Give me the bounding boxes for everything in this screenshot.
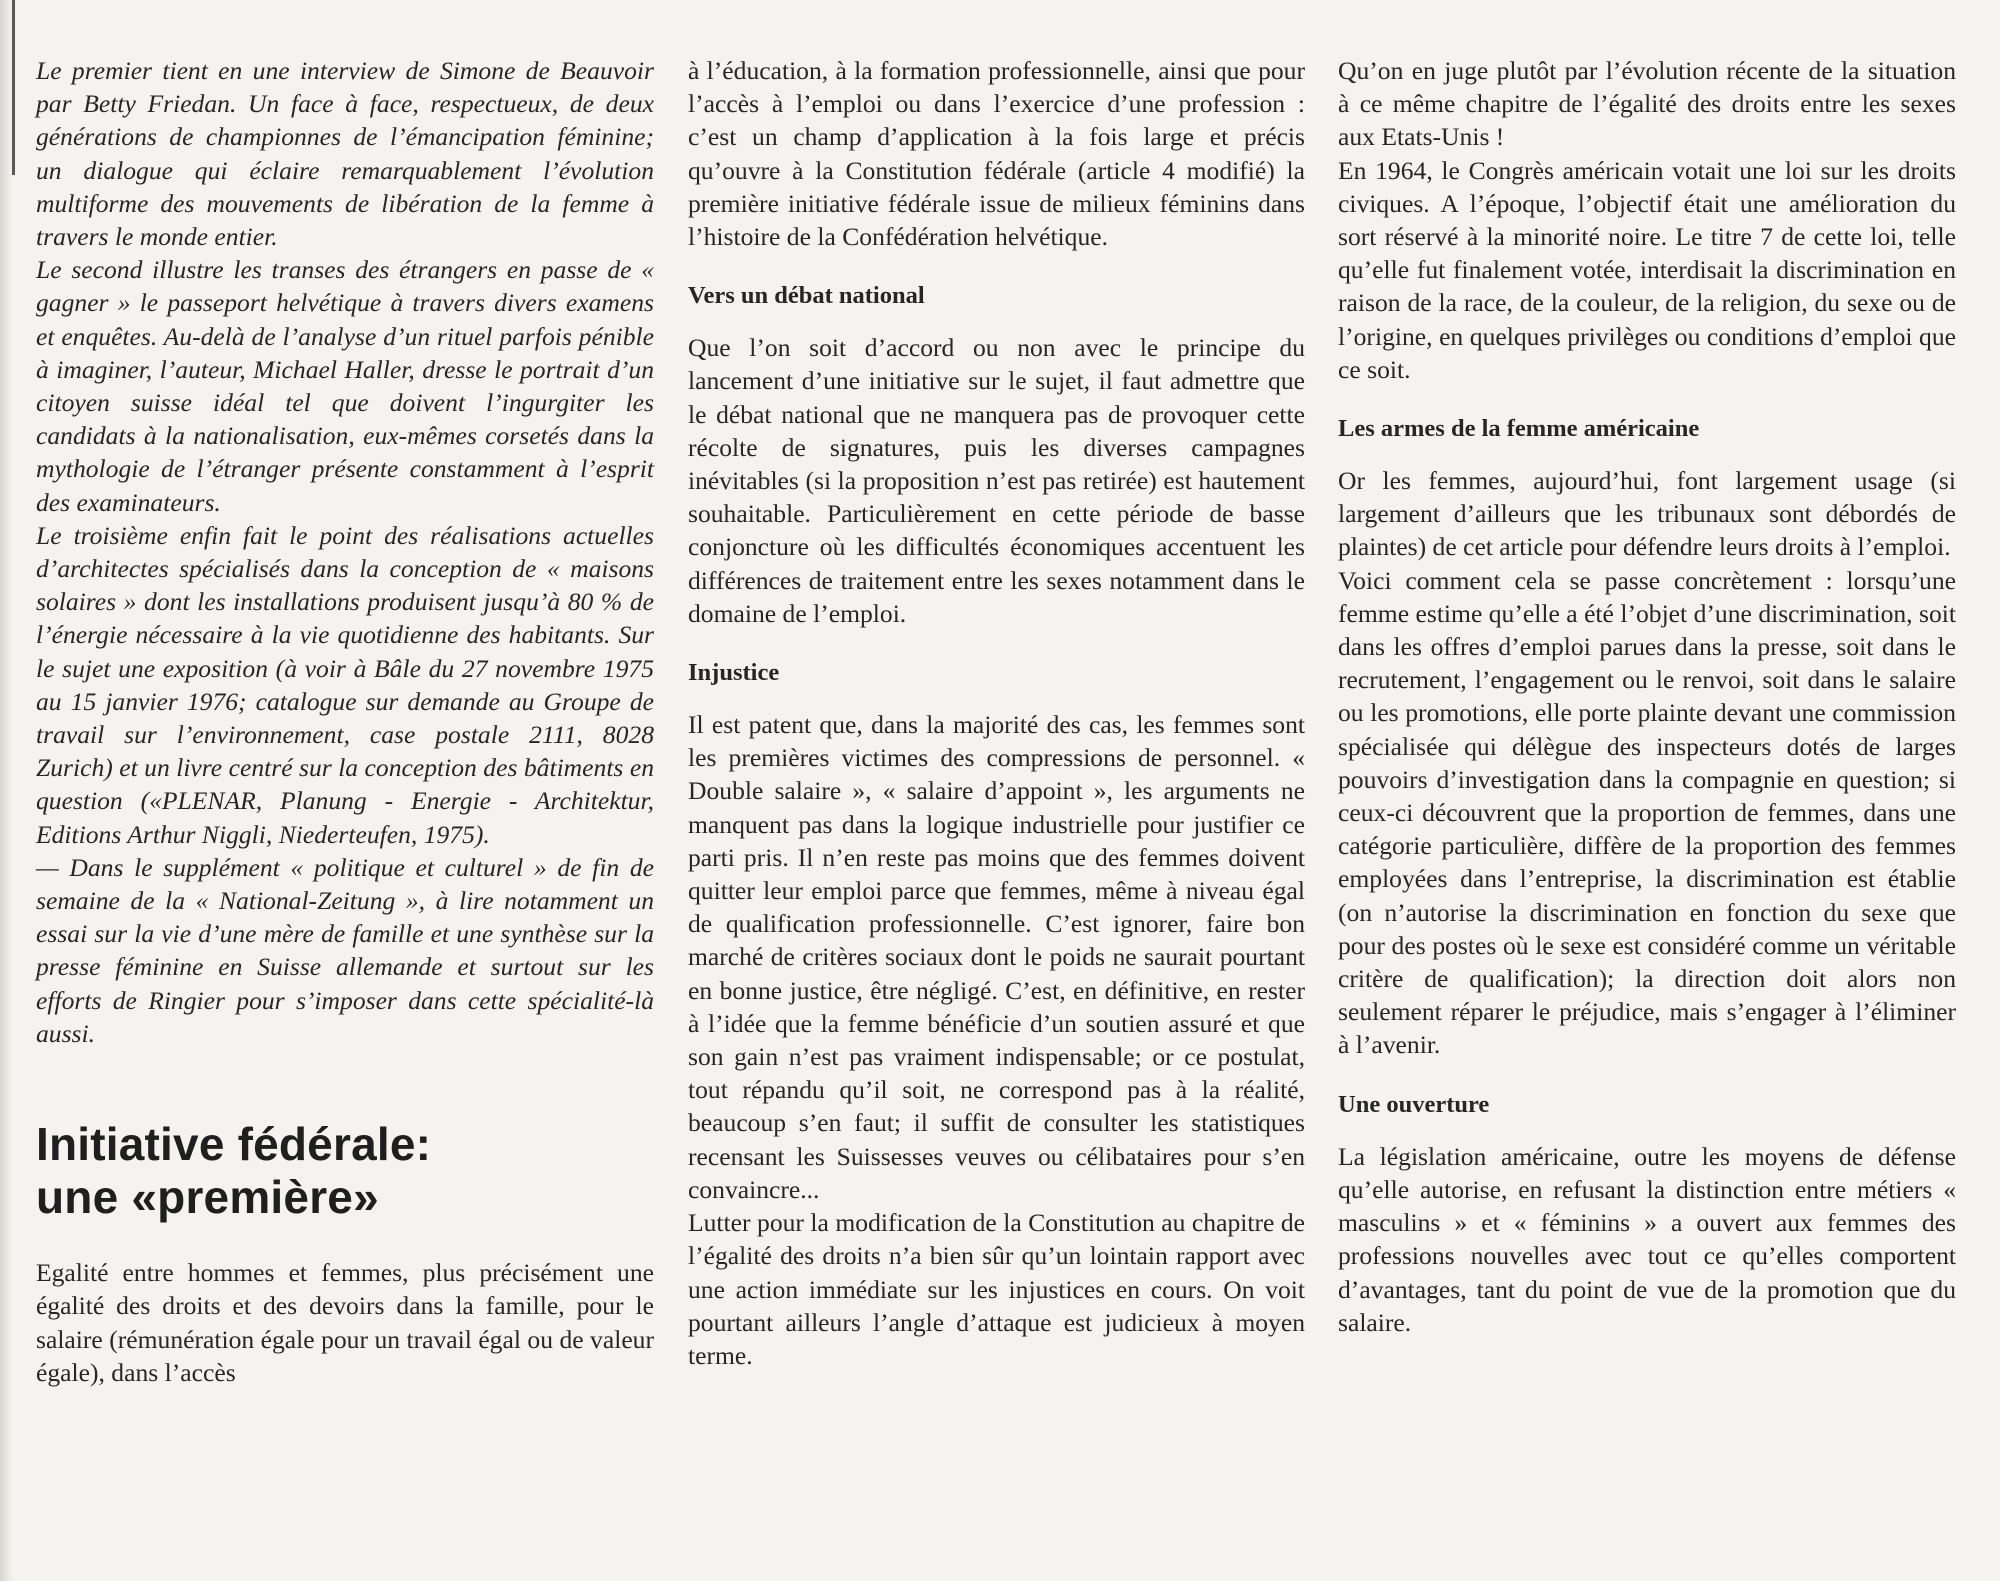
column2-paragraph-4: Lutter pour la modification de la Constitution au chapitre de l’égalité des droits n’a bien sûr qu’un lointain rapport avec une action immédiate sur les injustices en cours. On voit pourtant ailleurs l’angle d’attaque est judicieux à moyen terme.	[688, 1208, 1305, 1370]
column1-paragraph-3: Le troisième enfin fait le point des réalisations actuelles d’architectes spécialisés dans la conception de « maisons solaires » dont les installations produisent jusqu’à 80 % de l’énergie nécessaire à la vie quotidienne des habitants. Sur le sujet une exposition (à voir à Bâle du 27 novembre 1975 au 15 janvier 1976; catalogue sur demande au Groupe de travail sur l’environnement, case postale 2111, 8028 Zurich) et un livre centré sur la conception des bâtiments en question («PLENAR, Planung - Energie - Architektur, Editions Arthur Niggli, Niederteufen, 1975).	[36, 520, 654, 849]
italic-review-block	[36, 54, 654, 1050]
headline-line-2: une «première»	[36, 1171, 379, 1224]
column3-paragraph-3: Or les femmes, aujourd’hui, font largement usage (si largement d’ailleurs que les tribunaux sont débordés de plaintes) de cet article pour défendre leurs droits à l’emploi.	[1338, 466, 1956, 562]
column2-paragraph-1: à l’éducation, à la formation professionnelle, ainsi que pour l’accès à l’emploi ou dans l’exercice d’une profession : c’est un champ d’application à la fois large et précis qu’ouvre à la Constitution fédérale (article 4 modifié) la première initiative fédérale issue de milieux féminins dans l’histoire de la Confédération helvétique.	[688, 56, 1305, 252]
column2-paragraph-2: Que l’on soit d’accord ou non avec le principe du lancement d’une initiative sur le sujet, il faut admettre que le débat national que ne manquera pas de provoquer cette récolte de signatures, puis les diverses campagnes inévitables (si la proposition n’est pas retirée) est hautement souhaitable. Particulièrement en cette période de basse conjoncture où les difficultés économiques accentuent les différences de traitement entre les sexes notamment dans le domaine de l’emploi.	[688, 333, 1305, 628]
subhead-vers-un-debat-national: Vers un débat national	[688, 282, 925, 310]
subhead-injustice: Injustice	[688, 659, 780, 687]
column3-paragraph-2: En 1964, le Congrès américain votait une loi sur les droits civiques. A l’époque, l’objectif était une amélioration du sort réservé à la minorité noire. Le titre 7 de cette loi, telle qu’elle fut finalement votée, interdisait la discrimination en raison de la race, de la couleur, de la religion, du sexe ou de l’origine, en quelques privilèges ou conditions d’emploi que ce soit.	[1338, 155, 1956, 384]
column1-paragraph-4: — Dans le supplément « politique et culturel » de fin de semaine de la « National-Zeitung », à lire notamment un essai sur la vie d’une mère de famille et une synthèse sur la presse féminine en Suisse allemande et surtout sur les efforts de Ringier pour s’imposer dans cette spécialité-là aussi.	[36, 852, 654, 1048]
column1-paragraph-1: Le premier tient en une interview de Simone de Beauvoir par Betty Friedan. Un face à face, respectueux, de deux générations de championnes de l’émancipation féminine; un dialogue qui éclaire remarquablement l’évolution multiforme des mouvements de libération de la femme à travers le monde entier.	[36, 56, 654, 252]
subhead-une-ouverture: Une ouverture	[1338, 1090, 1490, 1118]
column3-paragraph-5: La législation américaine, outre les moyens de défense qu’elle autorise, en refusant la distinction entre métiers « masculins » et « féminins » a ouvert aux femmes des professions nouvelles avec tout ce qu’elles comportent d’avantages, tant du point de vue de la promotion que du salaire.	[1338, 1141, 1956, 1337]
column-2	[688, 54, 1305, 1372]
column3-paragraph-1: Qu’on en juge plutôt par l’évolution récente de la situation à ce même chapitre de l’égalité des droits entre les sexes aux Etats-Unis !	[1338, 56, 1956, 152]
column3-paragraph-4: Voici comment cela se passe concrètement : lorsqu’une femme estime qu’elle a été l’objet d’une discrimination, soit dans les offres d’emploi parues dans la presse, soit dans le recrutement, l’engagement ou le renvoi, soit dans le salaire ou les promotions, elle porte plainte devant une commission spécialisée qui délègue des inspecteurs dotés de larges pouvoirs d’investigation dans la compagnie en question; si ceux-ci découvrent que la proportion de femmes, dans une catégorie particulière, diffère de la proportion des femmes employées dans l’entreprise, la discrimination est établie (on n’autorise la discrimination en fonction du sexe que pour des postes où le sexe est considéré comme un véritable critère de qualification); la direction doit alors non seulement réparer le préjudice, mais s’engager à l’éliminer à l’avenir.	[1338, 565, 1956, 1060]
page-binding-line	[12, 0, 15, 175]
page-edge	[0, 0, 14, 1581]
column-1	[36, 54, 654, 1389]
column2-paragraph-3: Il est patent que, dans la majorité des cas, les femmes sont les premières victimes des compressions de personnel. « Double salaire », « salaire d’appoint », les arguments ne manquent pas dans la logique industrielle pour justifier ce parti pris. Il n’en reste pas moins que des femmes doivent quitter leur emploi parce que femmes, même à niveau égal de qualification professionnelle. C’est ignorer, faire bon marché de critères sociaux dont le poids ne saurait pourtant en bonne justice, être négligé. C’est, en définitive, en rester à l’idée que la femme bénéficie d’un soutien assuré et que son gain n’est pas vraiment indispensable; or ce postulat, tout répandu qu’il soit, ne correspond pas à la réalité, beaucoup s’en faut; il suffit de consulter les statistiques recensant les Suissesses veuves ou célibataires pour s’en convaincre...	[688, 710, 1305, 1204]
column1-paragraph-2: Le second illustre les transes des étrangers en passe de « gagner » le passeport helvétique à travers divers examens et enquêtes. Au-delà de l’analyse d’un rituel parfois pénible à imaginer, l’auteur, Michael Haller, dresse le portrait d’un citoyen suisse idéal tel que doivent l’ingurgiter les candidats à la nationalisation, eux-mêmes corsetés dans la mythologie de l’étranger présente constamment à l’esprit des examinateurs.	[36, 255, 654, 517]
column-3	[1338, 54, 1956, 1339]
headline-line-1: Initiative fédérale:	[36, 1118, 432, 1171]
article-intro: Egalité entre hommes et femmes, plus précisément une égalité des droits et des devoirs dans la famille, pour le salaire (rémunération égale pour un travail égal ou de valeur égale), dans l’accès	[36, 1258, 654, 1387]
article-headline	[36, 1118, 654, 1224]
subhead-les-armes: Les armes de la femme américaine	[1338, 415, 1700, 443]
